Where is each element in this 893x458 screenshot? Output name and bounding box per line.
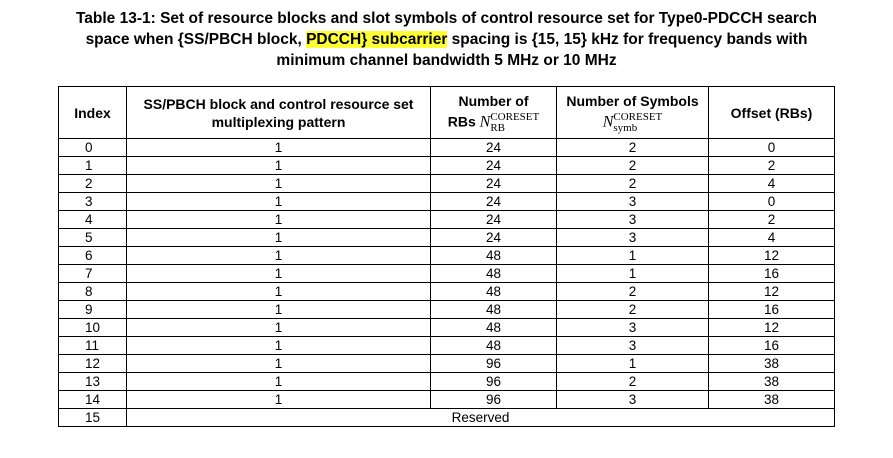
cell-rbs: 48 (431, 301, 557, 319)
cell-offset: 38 (709, 391, 835, 409)
header-rbs-subscript: RB (490, 121, 506, 134)
cell-rbs: 24 (431, 175, 557, 193)
header-pattern (127, 87, 431, 139)
header-rbs-label: Number of (458, 92, 529, 109)
cell-pattern: 1 (127, 157, 431, 175)
table-row (59, 247, 835, 265)
cell-pattern: 1 (127, 139, 431, 157)
cell-pattern: 1 (127, 247, 431, 265)
cell-index: 7 (59, 265, 127, 283)
header-symbols-symbol: N (602, 113, 614, 131)
cell-offset: 16 (709, 301, 835, 319)
cell-index: 1 (59, 157, 127, 175)
cell-pattern: 1 (127, 391, 431, 409)
table-row (59, 283, 835, 301)
reserved-row (59, 409, 835, 427)
header-rbs-formula (431, 112, 556, 134)
cell-index: 5 (59, 229, 127, 247)
cell-offset: 4 (709, 175, 835, 193)
cell-offset: 38 (709, 355, 835, 373)
cell-pattern: 1 (127, 211, 431, 229)
header-offset: Offset (RBs) (709, 87, 835, 139)
header-symbols-label: Number of Symbols (566, 92, 699, 109)
cell-offset: 12 (709, 319, 835, 337)
cell-symbols: 1 (557, 247, 709, 265)
cell-pattern: 1 (127, 193, 431, 211)
table-row (59, 337, 835, 355)
cell-index: 6 (59, 247, 127, 265)
cell-pattern: 1 (127, 337, 431, 355)
header-row (59, 87, 835, 139)
table-row (59, 229, 835, 247)
cell-offset: 0 (709, 139, 835, 157)
header-symbols-formula (557, 112, 708, 134)
table-row (59, 355, 835, 373)
cell-offset: 38 (709, 373, 835, 391)
cell-rbs: 48 (431, 337, 557, 355)
cell-rbs: 48 (431, 319, 557, 337)
header-symbols-subscript: symb (613, 121, 638, 134)
cell-pattern: 1 (127, 355, 431, 373)
cell-offset: 4 (709, 229, 835, 247)
table-row (59, 265, 835, 283)
cell-symbols: 2 (557, 157, 709, 175)
header-rbs-scripts (490, 112, 539, 134)
cell-symbols: 3 (557, 193, 709, 211)
cell-rbs: 48 (431, 265, 557, 283)
table-row (59, 301, 835, 319)
cell-index: 12 (59, 355, 127, 373)
cell-index: 3 (59, 193, 127, 211)
cell-offset: 12 (709, 283, 835, 301)
header-pattern-label: SS/PBCH block and control resource set multiplexing pattern (143, 95, 414, 130)
cell-index: 4 (59, 211, 127, 229)
table-row (59, 391, 835, 409)
cell-symbols: 2 (557, 175, 709, 193)
header-symbols-scripts (613, 112, 662, 134)
cell-offset: 2 (709, 157, 835, 175)
cell-offset: 0 (709, 193, 835, 211)
cell-symbols: 2 (557, 373, 709, 391)
caption-highlight[interactable]: PDCCH} subcarrier (306, 31, 448, 48)
cell-pattern: 1 (127, 373, 431, 391)
header-rbs-prefix: RBs (447, 113, 476, 130)
caption-line-2-end: spacing is {15, 15} kHz for frequency bands with (447, 31, 808, 48)
cell-offset: 16 (709, 337, 835, 355)
table-row (59, 139, 835, 157)
cell-rbs: 96 (431, 391, 557, 409)
cell-index: 14 (59, 391, 127, 409)
caption-line-2-start: space when {SS/PBCH block, (85, 31, 307, 48)
cell-rbs: 24 (431, 139, 557, 157)
cell-rbs: 24 (431, 211, 557, 229)
cell-symbols: 3 (557, 319, 709, 337)
cell-rbs: 48 (431, 247, 557, 265)
header-rbs (431, 87, 557, 139)
cell-pattern: 1 (127, 283, 431, 301)
header-index: Index (59, 87, 127, 139)
cell-symbols: 3 (557, 229, 709, 247)
cell-index: 0 (59, 139, 127, 157)
caption-line-1: Table 13-1: Set of resource blocks and slot symbols of control resource set for Type0-PDCCH search (75, 10, 818, 27)
cell-offset: 2 (709, 211, 835, 229)
cell-rbs: 24 (431, 157, 557, 175)
cell-index: 11 (59, 337, 127, 355)
cell-pattern: 1 (127, 319, 431, 337)
cell-rbs: 48 (431, 283, 557, 301)
table-row (59, 193, 835, 211)
cell-reserved: Reserved (127, 409, 835, 427)
header-rbs-symbol: N (479, 113, 491, 131)
table-caption (0, 8, 893, 71)
cell-symbols: 3 (557, 211, 709, 229)
cell-symbols: 2 (557, 283, 709, 301)
cell-pattern: 1 (127, 229, 431, 247)
cell-index: 8 (59, 283, 127, 301)
table-row (59, 175, 835, 193)
cell-pattern: 1 (127, 301, 431, 319)
cell-symbols: 2 (557, 139, 709, 157)
cell-index: 15 (59, 409, 127, 427)
cell-symbols: 1 (557, 265, 709, 283)
cell-pattern: 1 (127, 175, 431, 193)
header-rbs-superscript: CORESET (490, 110, 540, 123)
table-row (59, 211, 835, 229)
header-symbols-superscript: CORESET (613, 110, 663, 123)
cell-index: 9 (59, 301, 127, 319)
cell-symbols: 3 (557, 337, 709, 355)
table-row (59, 319, 835, 337)
cell-rbs: 96 (431, 373, 557, 391)
cell-symbols: 3 (557, 391, 709, 409)
cell-offset: 12 (709, 247, 835, 265)
cell-index: 10 (59, 319, 127, 337)
cell-rbs: 24 (431, 229, 557, 247)
caption-line-2 (0, 29, 893, 50)
cell-index: 2 (59, 175, 127, 193)
cell-symbols: 2 (557, 301, 709, 319)
cell-rbs: 96 (431, 355, 557, 373)
table-row (59, 373, 835, 391)
cell-index: 13 (59, 373, 127, 391)
header-symbols (557, 87, 709, 139)
coreset-table (58, 86, 835, 427)
caption-line-3: minimum channel bandwidth 5 MHz or 10 MHz (276, 52, 617, 69)
cell-rbs: 24 (431, 193, 557, 211)
cell-symbols: 1 (557, 355, 709, 373)
table-row (59, 157, 835, 175)
cell-pattern: 1 (127, 265, 431, 283)
cell-offset: 16 (709, 265, 835, 283)
